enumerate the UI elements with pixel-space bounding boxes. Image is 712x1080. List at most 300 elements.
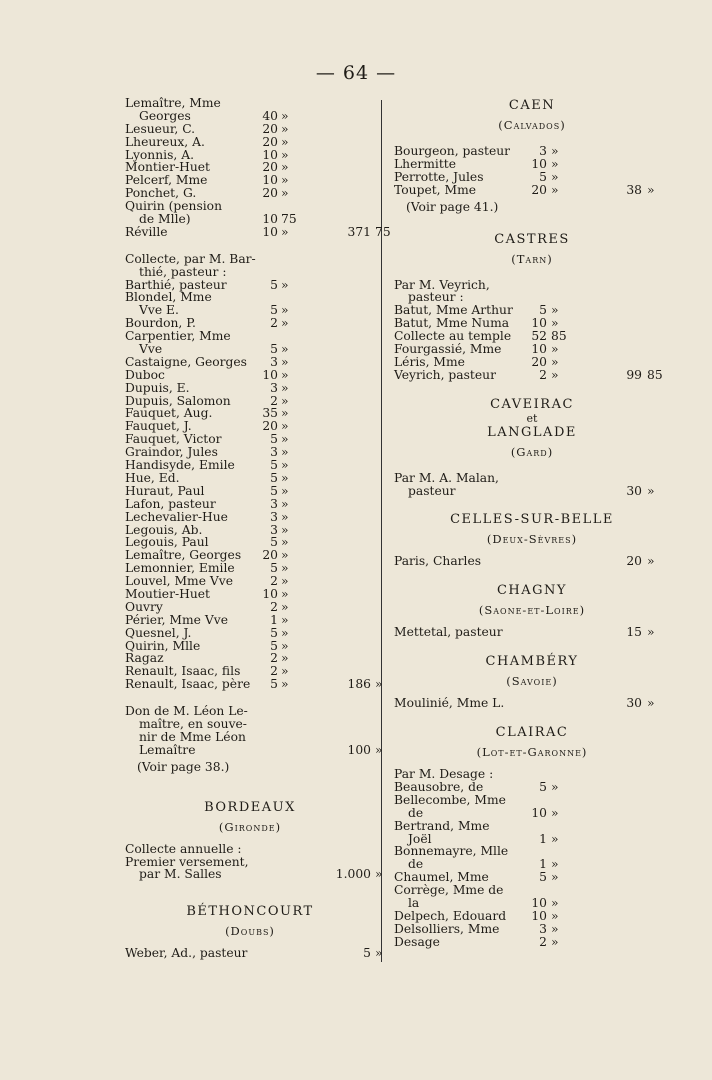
entry-amount: 20: [262, 186, 278, 201]
right-column: [394, 97, 670, 949]
entry-cents: »: [551, 316, 559, 331]
entry-total: 30: [626, 696, 642, 711]
city-heading: BÉTHONCOURT: [186, 904, 314, 920]
list-item: [125, 485, 375, 498]
entry-total-cents: »: [647, 696, 655, 711]
city-heading: BORDEAUX: [204, 799, 296, 815]
entry-name: Renault, Isaac, père: [125, 677, 251, 692]
entry-cents: »: [551, 144, 559, 158]
entry-total-cents: 85: [647, 367, 663, 382]
list-item: [394, 910, 670, 923]
entry-cents: »: [281, 535, 289, 550]
list-block-chagny: [394, 626, 670, 639]
entry-cents: »: [551, 870, 559, 885]
page-number: — 64 —: [315, 62, 397, 84]
list-item: [125, 356, 375, 369]
entry-name: Don de M. Léon Le-: [125, 704, 248, 719]
entry-amount: 5: [539, 870, 547, 885]
entry-amount: 3: [539, 144, 547, 158]
entry-total-cents: »: [647, 483, 655, 498]
entry-amount: 2: [270, 574, 278, 589]
entry-name: Vve: [139, 342, 163, 357]
entry-name: Bonnemayre, Mlle: [394, 844, 509, 859]
entry-name: Legouis, Paul: [125, 535, 209, 550]
entry-amount: 5: [270, 561, 278, 576]
entry-total: 100: [347, 742, 371, 757]
entry-name: Ponchet, G.: [125, 186, 197, 201]
entry-name: Lesueur, C.: [125, 121, 196, 136]
entry-amount: 20: [262, 419, 278, 434]
entry-name: la: [408, 896, 420, 911]
entry-cents: »: [281, 316, 289, 331]
list-item: [125, 253, 375, 266]
entry-cents: »: [281, 586, 289, 601]
entry-amount: 20: [262, 134, 278, 149]
entry-cents: »: [281, 393, 289, 408]
note: (Voir page 41.): [406, 199, 499, 214]
list-item: [125, 123, 375, 136]
department-heading: (Calvados): [498, 118, 566, 132]
entry-name: Georges: [139, 108, 191, 123]
entry-name: Bourdon, P.: [125, 316, 196, 331]
list-block-celles: [394, 555, 670, 568]
entry-cents: 75: [281, 212, 297, 227]
list-block-caveirac: [394, 472, 670, 498]
entry-name: Beausobre, de: [394, 780, 484, 795]
entry-amount: 2: [539, 367, 547, 382]
entry-name: Moutier-Huet: [125, 586, 210, 601]
entry-name: pasteur: [408, 483, 456, 498]
entry-cents: »: [281, 625, 289, 640]
entry-amount: 5: [270, 535, 278, 550]
entry-name: Perrotte, Jules: [394, 169, 484, 184]
entry-cents: »: [281, 548, 289, 563]
entry-name: Premier versement,: [125, 854, 249, 869]
entry-cents: »: [281, 496, 289, 511]
entry-name: Lemonnier, Emile: [125, 561, 235, 576]
entry-name: Lyonnis, A.: [125, 147, 194, 162]
entry-cents: »: [281, 612, 289, 627]
entry-name: de: [408, 805, 424, 820]
list-item: [394, 369, 670, 382]
entry-name: Réville: [125, 224, 168, 239]
entry-amount: 5: [270, 458, 278, 473]
entry-amount: 20: [531, 354, 547, 369]
list-item: [125, 946, 383, 961]
entry-cents: »: [551, 156, 559, 171]
list-item: [125, 382, 375, 395]
entry-name: Moulinié, Mme L.: [394, 696, 505, 711]
department-heading: (Savoie): [506, 674, 558, 689]
entry-cents: »: [281, 147, 289, 162]
entry-name: Collecte, par M. Bar-: [125, 251, 256, 266]
entry-amount: 3: [270, 380, 278, 395]
entry-cents: »: [281, 445, 289, 460]
list-item: [394, 807, 670, 820]
entry-amount: 10: [262, 212, 278, 227]
entry-amount: 2: [270, 651, 278, 666]
department-heading: (Doubs): [225, 924, 275, 939]
entry-amount: 40: [262, 108, 278, 123]
entry-cents: »: [551, 780, 559, 795]
entry-name: Bellecombe, Mme: [394, 792, 506, 807]
list-block-bethoncourt: [125, 946, 383, 961]
entry-amount: 3: [270, 354, 278, 369]
entry-name: Lhermitte: [394, 156, 456, 171]
entry-name: Lemaître: [139, 742, 196, 757]
entry-name: Castaigne, Georges: [125, 354, 247, 369]
entry-name: Graindor, Jules: [125, 445, 218, 460]
entry-cents: »: [281, 664, 289, 679]
entry-amount: 10: [531, 805, 547, 820]
entry-name: Blondel, Mme: [125, 290, 212, 305]
list-item: [125, 224, 391, 239]
entry-amount: 52: [531, 329, 547, 344]
entry-amount: 35: [262, 406, 278, 421]
entry-name: Quirin, Mlle: [125, 638, 201, 653]
entry-cents: »: [551, 169, 559, 184]
entry-amount: 5: [270, 625, 278, 640]
entry-amount: 3: [539, 921, 547, 936]
city-heading: CHAMBÉRY: [485, 654, 579, 670]
entry-name: Lemaître, Georges: [125, 548, 242, 563]
list-item: [394, 845, 670, 858]
list-item: [394, 356, 670, 369]
entry-amount: 5: [270, 303, 278, 318]
entry-amount: 10: [262, 173, 278, 188]
entry-cents: »: [551, 921, 559, 936]
entry-amount: 2: [539, 934, 547, 949]
list-item: [394, 555, 670, 568]
entry-name: Fauquet, Aug.: [125, 406, 213, 421]
note: (Voir page 38.): [137, 759, 230, 774]
entry-cents: »: [281, 432, 289, 447]
list-item: [125, 867, 383, 882]
entry-name: maître, en souve-: [139, 716, 247, 731]
entry-name: Lemaître, Mme: [125, 96, 221, 110]
entry-name: Huraut, Paul: [125, 483, 205, 498]
list-item: [125, 266, 375, 279]
entry-amount: 5: [270, 432, 278, 447]
entry-cents: »: [281, 483, 289, 498]
entry-name: Périer, Mme Vve: [125, 612, 228, 627]
entry-cents: »: [281, 367, 289, 382]
city-heading: LANGLADE: [487, 424, 577, 440]
entry-name: Louvel, Mme Vve: [125, 574, 234, 589]
entry-name: Corrège, Mme de: [394, 883, 504, 898]
list-item: [125, 843, 375, 856]
entry-amount: 10: [531, 316, 547, 331]
entry-cents: »: [281, 470, 289, 485]
entry-total: 1.000: [335, 867, 371, 882]
list-item: [125, 601, 375, 614]
list-item: [125, 677, 383, 692]
list-item: [125, 369, 375, 382]
entry-name: Batut, Mme Arthur: [394, 303, 513, 318]
list-item: [394, 472, 670, 485]
entry-cents: »: [281, 160, 289, 175]
entry-amount: 10: [531, 896, 547, 911]
entry-amount: 5: [270, 470, 278, 485]
entry-cents: »: [281, 522, 289, 537]
list-block-collecte: [125, 251, 383, 692]
entry-cents: »: [281, 651, 289, 666]
list-item: [125, 614, 375, 627]
list-block-1: [125, 96, 391, 239]
entry-cents: »: [281, 277, 289, 292]
list-block-castres: [394, 279, 670, 382]
entry-amount: 20: [262, 548, 278, 563]
entry-name: Veyrich, pasteur: [394, 367, 496, 382]
entry-amount: 5: [539, 780, 547, 795]
entry-amount: 10: [531, 156, 547, 171]
list-item: [125, 511, 375, 524]
entry-amount: 10: [262, 367, 278, 382]
entry-name: Fauquet, J.: [125, 419, 192, 434]
entry-name: Barthié, pasteur: [125, 277, 227, 292]
entry-name: Collecte au temple: [394, 329, 512, 344]
entry-amount: 5: [270, 483, 278, 498]
list-item: [394, 184, 670, 197]
entry-name: Carpentier, Mme: [125, 329, 231, 344]
entry-name: Paris, Charles: [394, 554, 482, 569]
entry-name: Desage: [394, 934, 440, 949]
entry-name: Mettetal, pasteur: [394, 625, 503, 640]
city-heading: CAVEIRAC: [490, 396, 574, 412]
entry-name: Ragaz: [125, 651, 164, 666]
entry-name: Duboc: [125, 367, 165, 382]
entry-amount: 10: [531, 908, 547, 923]
entry-cents: 85: [551, 329, 567, 344]
list-item: [125, 472, 375, 485]
list-item: [125, 459, 375, 472]
entry-cents: »: [551, 831, 559, 846]
entry-total-cents: »: [375, 867, 383, 882]
entry-cents: »: [551, 908, 559, 923]
entry-name: Léris, Mme: [394, 354, 465, 369]
entry-name: Batut, Mme Numa: [394, 316, 510, 331]
list-item: [125, 110, 375, 123]
list-block-don: [125, 704, 383, 757]
entry-total-cents: »: [647, 625, 655, 640]
list-item: [394, 158, 670, 171]
list-item: [125, 742, 383, 757]
entry-name: Pelcerf, Mme: [125, 173, 208, 188]
entry-name: Legouis, Ab.: [125, 522, 203, 537]
entry-amount: 2: [270, 316, 278, 331]
entry-cents: »: [551, 182, 559, 197]
list-item: [125, 97, 375, 110]
list-item: [394, 897, 670, 910]
entry-name: thié, pasteur :: [139, 264, 227, 279]
department-heading: (Saone-et-Loire): [478, 603, 586, 618]
entry-amount: 10: [262, 224, 278, 239]
entry-name: Hue, Ed.: [125, 470, 180, 485]
entry-name: Lheureux, A.: [125, 134, 205, 149]
entry-name: nir de Mme Léon: [139, 729, 246, 744]
list-item: [125, 343, 375, 356]
list-block-caen: [394, 145, 670, 197]
entry-amount: 10: [531, 342, 547, 357]
entry-amount: 5: [270, 677, 278, 692]
department-heading: (Tarn): [511, 251, 553, 266]
department-heading: (Gironde): [218, 819, 282, 834]
list-item: [394, 923, 670, 936]
list-block-bordeaux: [125, 841, 383, 882]
entry-name: Fourgassié, Mme: [394, 342, 502, 357]
entry-amount: 3: [270, 522, 278, 537]
entry-amount: 10: [262, 586, 278, 601]
entry-cents: »: [281, 638, 289, 653]
entry-total: 20: [626, 554, 642, 569]
list-item: [125, 588, 375, 601]
list-item: [125, 330, 375, 343]
entry-total: 30: [626, 483, 642, 498]
entry-cents: »: [551, 805, 559, 820]
entry-total: 99: [626, 367, 642, 382]
city-heading: CAEN: [508, 98, 556, 113]
entry-name: de: [408, 857, 424, 872]
entry-total: 186: [347, 677, 371, 692]
entry-name: Handisyde, Emile: [125, 458, 235, 473]
department-heading: (Lot-et-Garonne): [476, 745, 588, 760]
entry-name: Lechevalier-Hue: [125, 509, 228, 524]
entry-amount: 2: [270, 599, 278, 614]
entry-amount: 5: [270, 638, 278, 653]
list-item: [394, 171, 670, 184]
entry-name: Quirin (pension: [125, 199, 223, 214]
city-heading: CASTRES: [494, 231, 570, 247]
list-item: [125, 731, 375, 744]
list-item: [125, 136, 375, 149]
entry-amount: 2: [270, 664, 278, 679]
list-block-clairac: [394, 768, 670, 948]
entry-total-cents: »: [375, 742, 383, 757]
entry-cents: »: [281, 599, 289, 614]
entry-amount: 5: [270, 277, 278, 292]
entry-name: Ouvry: [125, 599, 163, 614]
entry-name: Joël: [408, 831, 432, 846]
list-item: [394, 697, 670, 710]
list-item: [394, 343, 670, 356]
entry-name: Collecte annuelle :: [125, 841, 242, 856]
entry-cents: »: [551, 354, 559, 369]
entry-cents: »: [281, 134, 289, 149]
entry-cents: »: [281, 419, 289, 434]
entry-name: Vve E.: [139, 303, 179, 318]
entry-total-cents: 75: [375, 224, 391, 239]
entry-amount: 20: [531, 182, 547, 197]
entry-total: 371: [347, 224, 371, 239]
entry-amount: 2: [270, 393, 278, 408]
entry-name: Bourgeon, pasteur: [394, 144, 511, 158]
entry-total: 5: [363, 946, 371, 961]
entry-amount: 1: [270, 612, 278, 627]
entry-name: Par M. A. Malan,: [394, 470, 499, 485]
entry-name: Bertrand, Mme: [394, 818, 490, 833]
department-heading: (Gard): [510, 444, 554, 459]
list-item: [394, 781, 670, 794]
entry-amount: 20: [262, 160, 278, 175]
entry-amount: 3: [270, 509, 278, 524]
entry-name: Delsolliers, Mme: [394, 921, 500, 936]
entry-cents: »: [551, 367, 559, 382]
entry-name: de Mlle): [139, 212, 191, 227]
entry-cents: »: [281, 380, 289, 395]
list-item: [125, 498, 375, 511]
entry-name: Montier-Huet: [125, 160, 210, 175]
department-heading: (Deux-Sèvres): [486, 532, 578, 547]
list-item: [394, 936, 670, 949]
entry-name: pasteur :: [408, 290, 464, 305]
entry-cents: »: [281, 303, 289, 318]
entry-cents: »: [281, 108, 289, 123]
list-item: [394, 485, 670, 498]
list-item: [125, 213, 375, 226]
city-heading: CLAIRAC: [495, 725, 569, 741]
entry-amount: 3: [270, 445, 278, 460]
entry-amount: 5: [539, 303, 547, 318]
entry-cents: »: [281, 173, 289, 188]
entry-amount: 3: [270, 496, 278, 511]
entry-name: par M. Salles: [139, 867, 222, 882]
entry-total: 15: [626, 625, 642, 640]
list-item: [394, 145, 670, 158]
entry-cents: »: [281, 121, 289, 136]
city-heading: CHAGNY: [496, 583, 567, 599]
entry-total-cents: »: [647, 182, 655, 197]
entry-name: Par M. Veyrich,: [394, 277, 490, 292]
entry-name: Dupuis, E.: [125, 380, 190, 395]
entry-name: Quesnel, J.: [125, 625, 192, 640]
list-item: [394, 820, 670, 833]
entry-cents: »: [281, 354, 289, 369]
conjunction: et: [526, 411, 538, 425]
entry-cents: »: [551, 934, 559, 949]
entry-cents: »: [281, 574, 289, 589]
entry-name: Chaumel, Mme: [394, 870, 489, 885]
entry-amount: 10: [262, 147, 278, 162]
list-block-chambery: [394, 697, 670, 710]
entry-total: 38: [626, 182, 642, 197]
entry-cents: »: [551, 896, 559, 911]
entry-total-cents: »: [375, 946, 383, 961]
city-heading: CELLES-SUR-BELLE: [450, 512, 614, 528]
entry-cents: »: [281, 509, 289, 524]
entry-cents: »: [551, 303, 559, 318]
entry-cents: »: [281, 406, 289, 421]
entry-cents: »: [281, 186, 289, 201]
entry-cents: »: [281, 561, 289, 576]
entry-name: Delpech, Edouard: [394, 908, 507, 923]
entry-name: Fauquet, Victor: [125, 432, 222, 447]
entry-name: Dupuis, Salomon: [125, 393, 231, 408]
entry-cents: »: [281, 458, 289, 473]
entry-name: Toupet, Mme: [394, 182, 477, 197]
entry-cents: »: [281, 677, 289, 692]
entry-cents: »: [281, 342, 289, 357]
entry-total-cents: »: [647, 554, 655, 569]
list-item: [394, 626, 670, 639]
entry-name: Lafon, pasteur: [125, 496, 216, 511]
list-item: [125, 627, 375, 640]
list-item: [125, 718, 375, 731]
entry-amount: 1: [539, 831, 547, 846]
entry-amount: 5: [539, 169, 547, 184]
list-item: [394, 794, 670, 807]
entry-amount: 5: [270, 342, 278, 357]
left-column: [125, 96, 391, 961]
